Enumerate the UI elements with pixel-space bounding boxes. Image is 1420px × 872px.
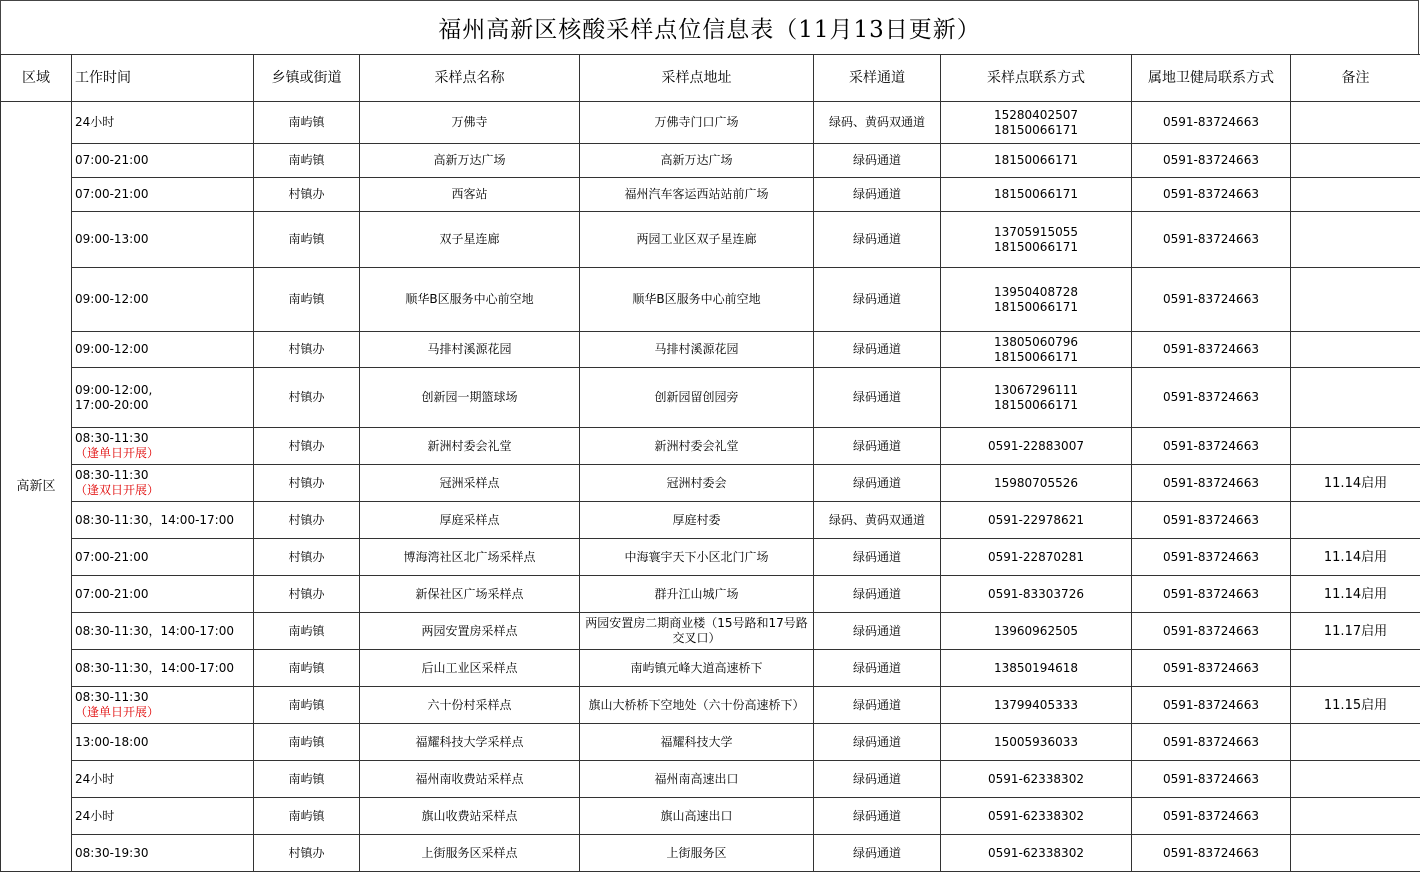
time-text: 07:00-21:00 [75, 549, 149, 564]
contact-cell: 0591-22883007 [941, 428, 1132, 465]
table-row [1, 502, 1420, 539]
contact-cell: 15005936033 [941, 724, 1132, 761]
note-cell: 11.17启用 [1291, 613, 1420, 650]
note-cell [1291, 144, 1420, 178]
time-cell [72, 178, 254, 212]
address-cell: 中海寰宇天下小区北门广场 [580, 539, 814, 576]
channel-cell: 绿码通道 [814, 144, 941, 178]
note-cell: 11.15启用 [1291, 687, 1420, 724]
health-cell: 0591-83724663 [1132, 798, 1291, 835]
contact-cell: 0591-62338302 [941, 798, 1132, 835]
name-cell: 双子星连廊 [360, 212, 580, 268]
region-cell: 高新区 [1, 102, 72, 872]
contact-cell: 13799405333 [941, 687, 1132, 724]
time-text: 08:30-11:30，14:00-17:00 [75, 660, 234, 675]
town-cell: 南屿镇 [254, 761, 360, 798]
contact-cell: 18150066171 [941, 178, 1132, 212]
header-address: 采样点地址 [580, 55, 814, 102]
health-cell: 0591-83724663 [1132, 368, 1291, 428]
address-cell: 冠洲村委会 [580, 465, 814, 502]
table-row [1, 102, 1420, 144]
address-cell: 两园安置房二期商业楼（15号路和17号路交叉口） [580, 613, 814, 650]
health-cell: 0591-83724663 [1132, 613, 1291, 650]
time-text: 24小时 [75, 808, 115, 823]
time-text: 24小时 [75, 771, 115, 786]
contact-cell [941, 268, 1132, 332]
time-text: 09:00-12:00 [75, 292, 149, 306]
channel-cell: 绿码、黄码双通道 [814, 502, 941, 539]
note-cell [1291, 212, 1420, 268]
table-row [1, 835, 1420, 872]
contact-cell: 13850194618 [941, 650, 1132, 687]
table-row [1, 724, 1420, 761]
contact-phone-second: 18150066171 [994, 299, 1078, 314]
time-cell [72, 687, 254, 724]
health-cell: 0591-83724663 [1132, 761, 1291, 798]
header-channel: 采样通道 [814, 55, 941, 102]
address-cell: 上街服务区 [580, 835, 814, 872]
contact-cell: 0591-22978621 [941, 502, 1132, 539]
time-note: （逢双日开展） [75, 483, 160, 497]
contact-phone-second: 18150066171 [994, 122, 1078, 137]
time-text: 09:00-12:00, [75, 382, 153, 397]
time-text: 08:30-11:30，14:00-17:00 [75, 512, 234, 527]
contact-phone: 15280402507 [994, 107, 1078, 122]
channel-cell: 绿码通道 [814, 465, 941, 502]
town-cell: 村镇办 [254, 178, 360, 212]
name-cell: 厚庭采样点 [360, 502, 580, 539]
address-cell: 万佛寺门口广场 [580, 102, 814, 144]
note-cell [1291, 724, 1420, 761]
note-cell [1291, 428, 1420, 465]
note-cell [1291, 102, 1420, 144]
name-cell: 新洲村委会礼堂 [360, 428, 580, 465]
time-cell [72, 798, 254, 835]
table-row [1, 761, 1420, 798]
time-cell [72, 465, 254, 502]
time-cell [72, 576, 254, 613]
table-row [1, 368, 1420, 428]
time-cell [72, 502, 254, 539]
time-cell [72, 835, 254, 872]
address-cell: 南屿镇元峰大道高速桥下 [580, 650, 814, 687]
contact-cell: 13960962505 [941, 613, 1132, 650]
town-cell: 南屿镇 [254, 650, 360, 687]
note-cell [1291, 502, 1420, 539]
channel-cell: 绿码通道 [814, 428, 941, 465]
contact-cell: 0591-83303726 [941, 576, 1132, 613]
time-text: 07:00-21:00 [75, 153, 149, 167]
time-cell [72, 368, 254, 428]
table-row [1, 576, 1420, 613]
table-row [1, 465, 1420, 502]
contact-cell: 0591-22870281 [941, 539, 1132, 576]
town-cell: 南屿镇 [254, 613, 360, 650]
time-cell [72, 102, 254, 144]
header-row [1, 55, 1420, 102]
table-row [1, 212, 1420, 268]
channel-cell: 绿码通道 [814, 212, 941, 268]
channel-cell: 绿码通道 [814, 332, 941, 368]
health-cell: 0591-83724663 [1132, 465, 1291, 502]
table-row [1, 428, 1420, 465]
contact-cell: 18150066171 [941, 144, 1132, 178]
note-cell: 11.14启用 [1291, 539, 1420, 576]
health-cell: 0591-83724663 [1132, 428, 1291, 465]
note-cell [1291, 835, 1420, 872]
name-cell: 博海湾社区北广场采样点 [360, 539, 580, 576]
health-cell: 0591-83724663 [1132, 144, 1291, 178]
address-cell: 新洲村委会礼堂 [580, 428, 814, 465]
town-cell: 南屿镇 [254, 144, 360, 178]
channel-cell: 绿码通道 [814, 650, 941, 687]
header-time: 工作时间 [72, 55, 254, 102]
header-town: 乡镇或街道 [254, 55, 360, 102]
header-note: 备注 [1291, 55, 1420, 102]
note-cell [1291, 761, 1420, 798]
note-cell [1291, 368, 1420, 428]
time-text-second: 17:00-20:00 [75, 397, 149, 412]
town-cell: 南屿镇 [254, 687, 360, 724]
health-cell: 0591-83724663 [1132, 687, 1291, 724]
health-cell: 0591-83724663 [1132, 102, 1291, 144]
time-text: 08:30-11:30 [75, 690, 149, 704]
channel-cell: 绿码通道 [814, 613, 941, 650]
header-contact: 采样点联系方式 [941, 55, 1132, 102]
time-cell [72, 332, 254, 368]
header-health: 属地卫健局联系方式 [1132, 55, 1291, 102]
health-cell: 0591-83724663 [1132, 539, 1291, 576]
address-cell: 顺华B区服务中心前空地 [580, 268, 814, 332]
time-cell [72, 613, 254, 650]
note-cell [1291, 650, 1420, 687]
note-cell [1291, 798, 1420, 835]
time-cell [72, 428, 254, 465]
time-cell [72, 539, 254, 576]
town-cell: 南屿镇 [254, 212, 360, 268]
time-text: 09:00-13:00 [75, 232, 149, 246]
header-region: 区域 [1, 55, 72, 102]
name-cell: 高新万达广场 [360, 144, 580, 178]
contact-cell [941, 368, 1132, 428]
address-cell: 厚庭村委 [580, 502, 814, 539]
table-row [1, 687, 1420, 724]
channel-cell: 绿码通道 [814, 835, 941, 872]
table-row [1, 650, 1420, 687]
channel-cell: 绿码通道 [814, 178, 941, 212]
channel-cell: 绿码通道 [814, 268, 941, 332]
town-cell: 村镇办 [254, 502, 360, 539]
contact-phone-second: 18150066171 [994, 239, 1078, 254]
contact-cell [941, 102, 1132, 144]
time-cell [72, 761, 254, 798]
header-name: 采样点名称 [360, 55, 580, 102]
time-cell [72, 144, 254, 178]
channel-cell: 绿码、黄码双通道 [814, 102, 941, 144]
name-cell: 万佛寺 [360, 102, 580, 144]
channel-cell: 绿码通道 [814, 761, 941, 798]
table-row [1, 268, 1420, 332]
contact-cell [941, 332, 1132, 368]
health-cell: 0591-83724663 [1132, 268, 1291, 332]
table-row [1, 144, 1420, 178]
town-cell: 村镇办 [254, 368, 360, 428]
note-cell [1291, 178, 1420, 212]
time-cell [72, 212, 254, 268]
channel-cell: 绿码通道 [814, 798, 941, 835]
table-row [1, 613, 1420, 650]
contact-phone-second: 18150066171 [994, 397, 1078, 412]
note-cell: 11.14启用 [1291, 576, 1420, 613]
contact-cell [941, 212, 1132, 268]
channel-cell: 绿码通道 [814, 687, 941, 724]
time-text: 07:00-21:00 [75, 187, 149, 201]
address-cell: 福州南高速出口 [580, 761, 814, 798]
table-row [1, 539, 1420, 576]
time-note: （逢单日开展） [75, 446, 160, 460]
channel-cell: 绿码通道 [814, 539, 941, 576]
address-cell: 高新万达广场 [580, 144, 814, 178]
contact-cell: 0591-62338302 [941, 761, 1132, 798]
address-cell: 马排村溪源花园 [580, 332, 814, 368]
address-cell: 创新园留创园旁 [580, 368, 814, 428]
name-cell: 两园安置房采样点 [360, 613, 580, 650]
table-row [1, 178, 1420, 212]
name-cell: 马排村溪源花园 [360, 332, 580, 368]
health-cell: 0591-83724663 [1132, 835, 1291, 872]
health-cell: 0591-83724663 [1132, 178, 1291, 212]
health-cell: 0591-83724663 [1132, 724, 1291, 761]
contact-phone: 13950408728 [994, 284, 1078, 299]
name-cell: 上街服务区采样点 [360, 835, 580, 872]
time-cell [72, 650, 254, 687]
health-cell: 0591-83724663 [1132, 576, 1291, 613]
name-cell: 六十份村采样点 [360, 687, 580, 724]
name-cell: 福州南收费站采样点 [360, 761, 580, 798]
channel-cell: 绿码通道 [814, 576, 941, 613]
name-cell: 顺华B区服务中心前空地 [360, 268, 580, 332]
time-text: 24小时 [75, 115, 115, 129]
contact-phone-second: 18150066171 [994, 349, 1078, 364]
town-cell: 村镇办 [254, 539, 360, 576]
time-text: 08:30-11:30 [75, 431, 149, 445]
time-text: 08:30-11:30，14:00-17:00 [75, 623, 234, 638]
sheet-title: 福州高新区核酸采样点位信息表（11月13日更新） [0, 0, 1419, 54]
health-cell: 0591-83724663 [1132, 650, 1291, 687]
contact-phone: 13805060796 [994, 334, 1078, 349]
note-cell [1291, 268, 1420, 332]
channel-cell: 绿码通道 [814, 724, 941, 761]
town-cell: 村镇办 [254, 465, 360, 502]
time-cell [72, 724, 254, 761]
town-cell: 村镇办 [254, 332, 360, 368]
town-cell: 南屿镇 [254, 102, 360, 144]
name-cell: 新保社区广场采样点 [360, 576, 580, 613]
address-cell: 福耀科技大学 [580, 724, 814, 761]
contact-cell: 15980705526 [941, 465, 1132, 502]
town-cell: 南屿镇 [254, 724, 360, 761]
time-text: 13:00-18:00 [75, 734, 149, 749]
town-cell: 南屿镇 [254, 268, 360, 332]
address-cell: 福州汽车客运西站站前广场 [580, 178, 814, 212]
table-row [1, 798, 1420, 835]
health-cell: 0591-83724663 [1132, 502, 1291, 539]
channel-cell: 绿码通道 [814, 368, 941, 428]
address-cell: 群升江山城广场 [580, 576, 814, 613]
name-cell: 福耀科技大学采样点 [360, 724, 580, 761]
note-cell [1291, 332, 1420, 368]
time-text: 07:00-21:00 [75, 586, 149, 601]
note-cell: 11.14启用 [1291, 465, 1420, 502]
table-row [1, 332, 1420, 368]
time-text: 09:00-12:00 [75, 342, 149, 356]
health-cell: 0591-83724663 [1132, 212, 1291, 268]
address-cell: 旗山高速出口 [580, 798, 814, 835]
contact-phone: 13067296111 [994, 382, 1078, 397]
address-cell: 两园工业区双子星连廊 [580, 212, 814, 268]
time-cell [72, 268, 254, 332]
name-cell: 西客站 [360, 178, 580, 212]
name-cell: 创新园一期篮球场 [360, 368, 580, 428]
contact-phone: 13705915055 [994, 224, 1078, 239]
town-cell: 南屿镇 [254, 798, 360, 835]
sampling-sites-table [0, 54, 1420, 872]
address-cell: 旗山大桥桥下空地处（六十份高速桥下） [580, 687, 814, 724]
time-note: （逢单日开展） [75, 705, 160, 719]
name-cell: 旗山收费站采样点 [360, 798, 580, 835]
town-cell: 村镇办 [254, 576, 360, 613]
name-cell: 冠洲采样点 [360, 465, 580, 502]
town-cell: 村镇办 [254, 428, 360, 465]
town-cell: 村镇办 [254, 835, 360, 872]
contact-cell: 0591-62338302 [941, 835, 1132, 872]
name-cell: 后山工业区采样点 [360, 650, 580, 687]
time-text: 08:30-19:30 [75, 845, 149, 860]
health-cell: 0591-83724663 [1132, 332, 1291, 368]
time-text: 08:30-11:30 [75, 468, 149, 482]
